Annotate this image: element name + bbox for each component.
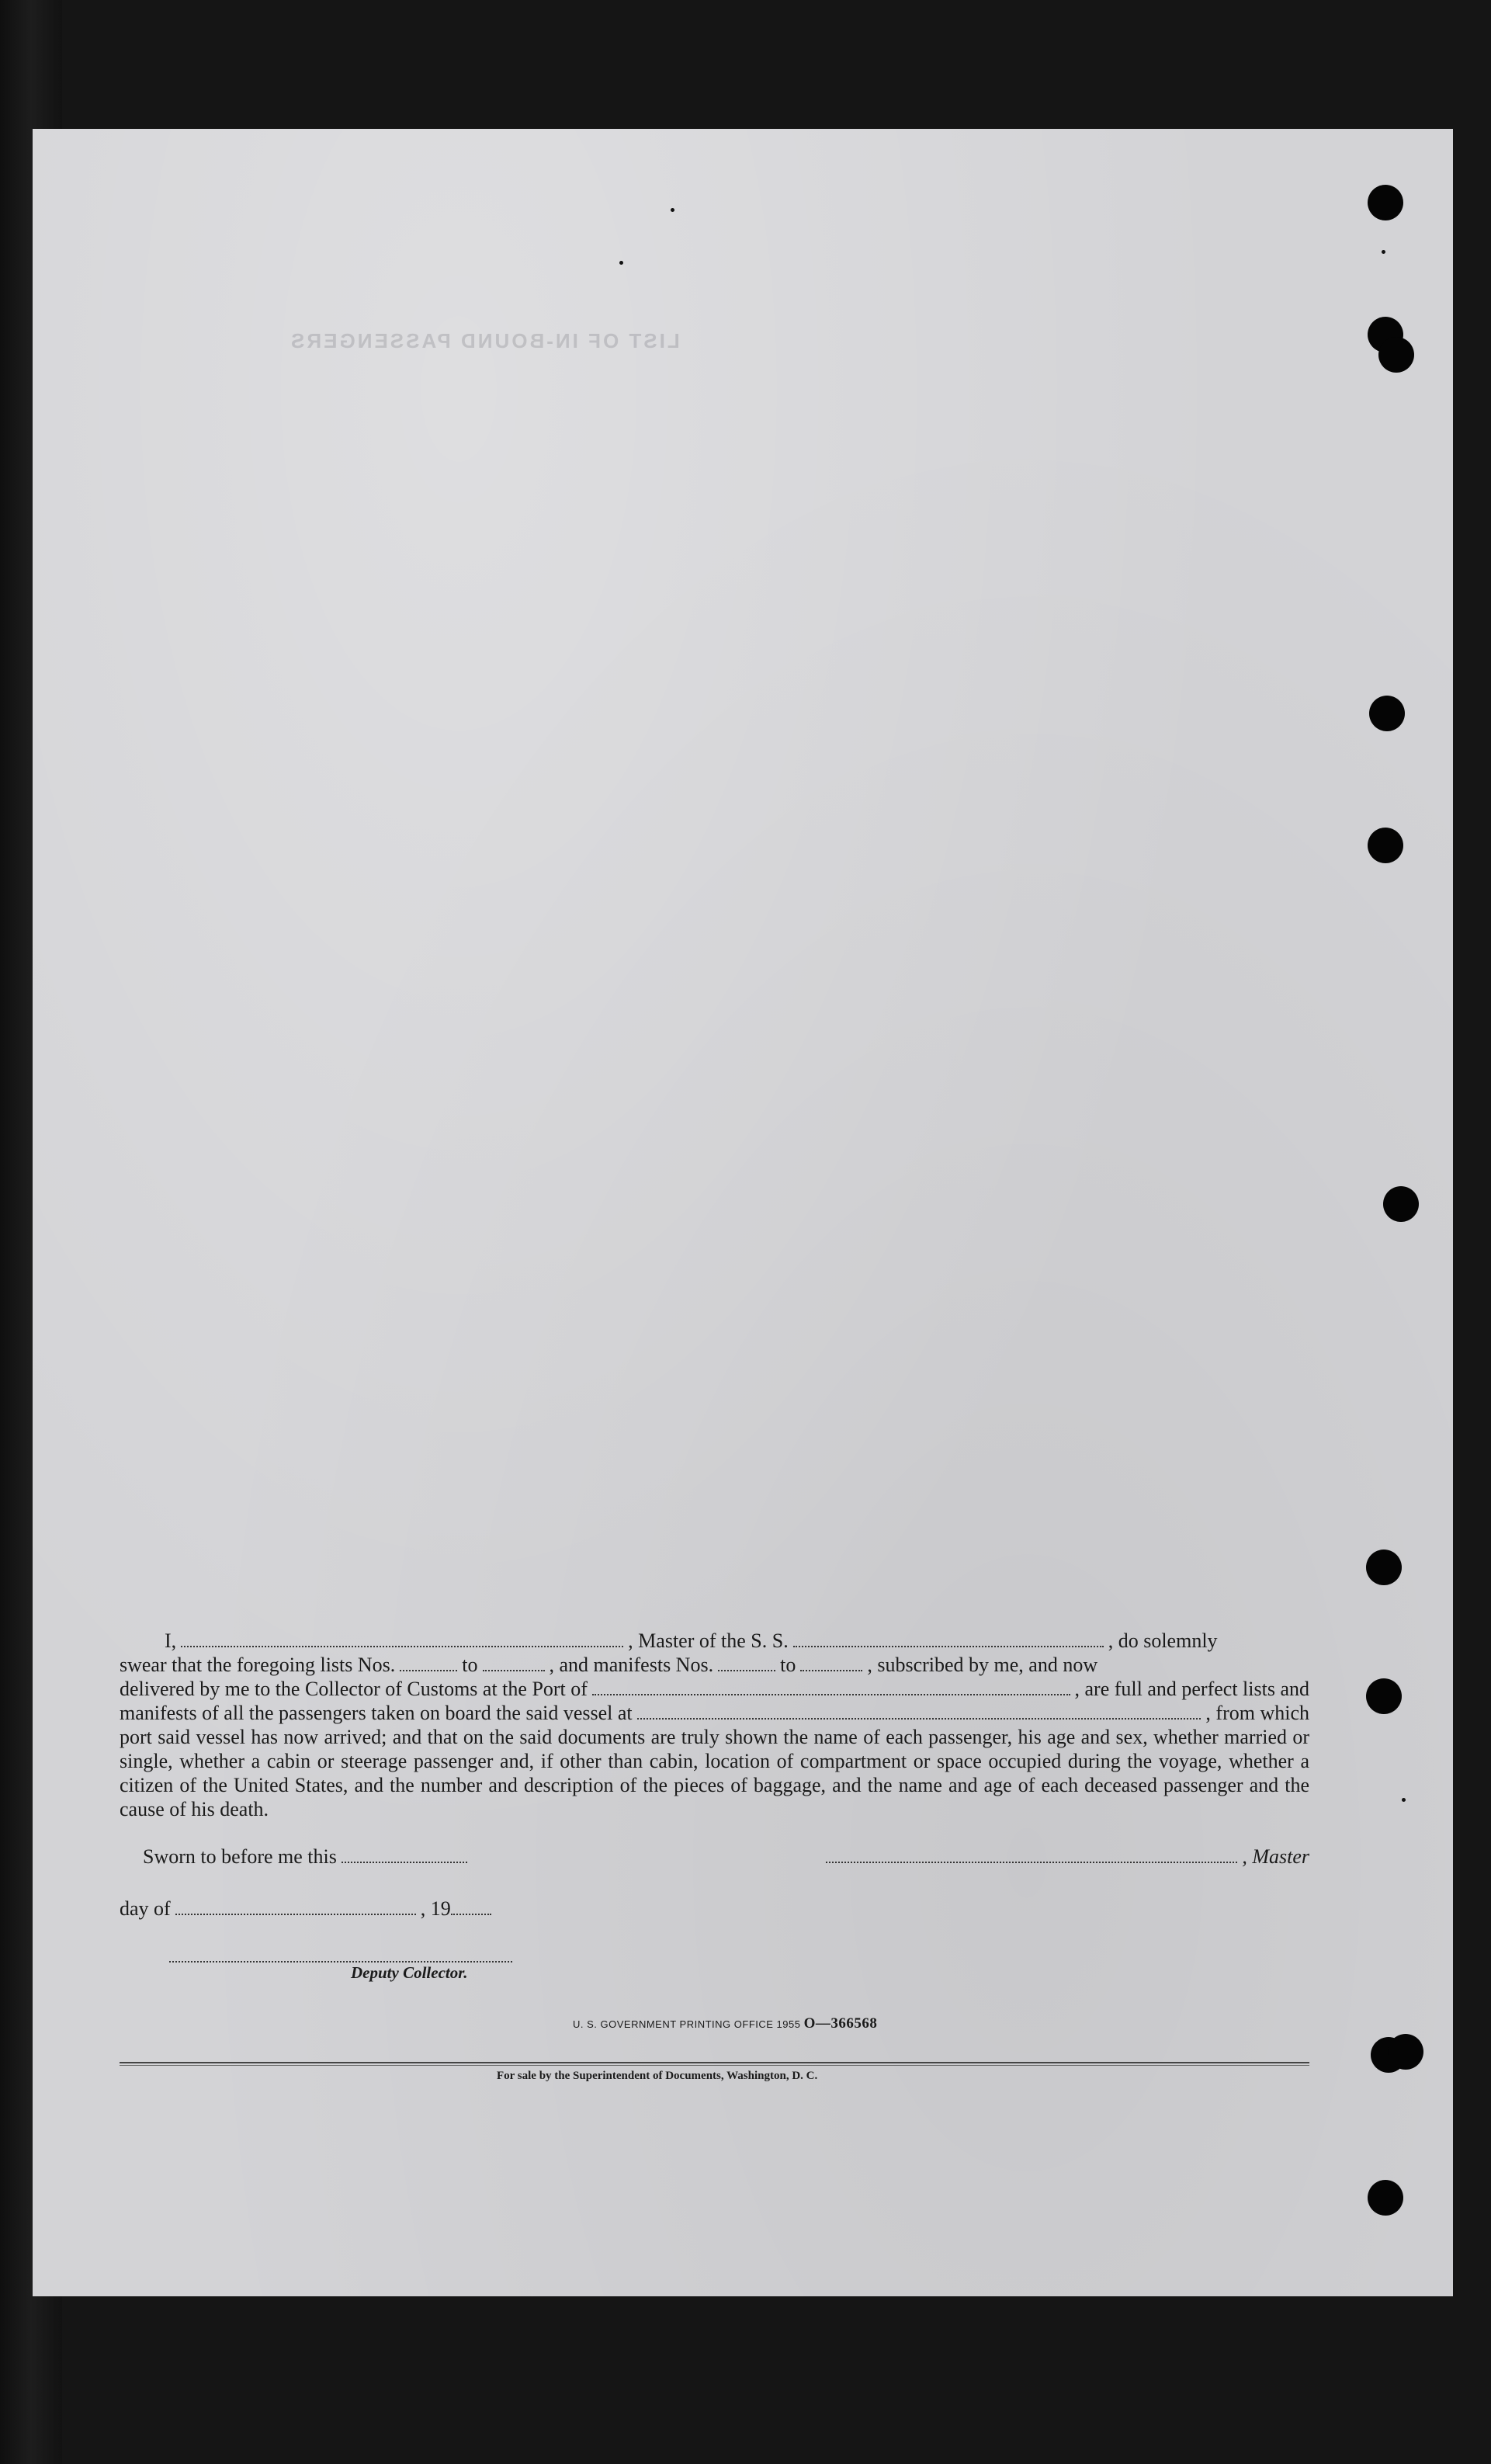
ship-name-field[interactable] [793,1630,1104,1647]
oath-line-4 [120,1701,1309,1725]
list-to-field[interactable] [483,1654,545,1671]
month-field[interactable] [175,1898,416,1915]
punch-hole [1368,2180,1403,2216]
speck [1382,250,1385,254]
oath-body: port said vessel has now arrived; and that on the said documents are truly shown the name of each passenger, his age and sex, whether married or single, whether a cabin or steerage passenger and, if other than cabin, location of compartment or space occupied during the voyage, whether a citizen of the United States, and the number and description of the pieces of baggage, and the name and age of each deceased passenger and the cause of his death. [120,1726,1309,1820]
gpo-text: U. S. GOVERNMENT PRINTING OFFICE 1955 [573,2018,801,2030]
deputy-collector-label: Deputy Collector. [351,1963,468,1982]
punch-hole [1368,185,1403,220]
year-prefix: , 19 [420,1897,451,1920]
punch-hole [1378,337,1414,373]
list-from-field[interactable] [400,1654,457,1671]
punch-hole [1369,696,1405,731]
sworn-label: Sworn to before me this [143,1845,337,1868]
master-oath [120,1629,1309,1821]
punch-hole [1366,1678,1402,1714]
sworn-row [120,1845,1309,1869]
punch-hole [1368,828,1403,863]
oath-line-2 [120,1653,1309,1677]
full-perfect-label: , are full and perfect lists and [1074,1678,1309,1700]
punch-hole [1383,1186,1419,1222]
day-row [120,1897,1309,1921]
oath-i: I, [165,1629,177,1652]
speck [1402,1798,1406,1802]
gpo-imprint [573,2015,877,2032]
manifests-label: , and manifests Nos. [549,1654,714,1676]
punch-hole [1366,1550,1402,1585]
do-solemnly-label: , do solemnly [1108,1629,1218,1652]
manifest-from-field[interactable] [718,1654,775,1671]
swear-lists-label: swear that the foregoing lists Nos. [120,1654,396,1676]
manifest-to-field[interactable] [800,1654,862,1671]
gpo-number: O—366568 [803,2015,878,2032]
master-name-field[interactable] [181,1630,623,1647]
master-of-ss-label: , Master of the S. S. [628,1629,789,1652]
oath-line-1 [120,1629,1309,1653]
speck [619,261,623,265]
sale-notice: For sale by the Superintendent of Documents, Washington, D. C. [497,2070,818,2082]
footer-rule [120,2062,1309,2066]
document-page [33,129,1453,2296]
master-signature-field[interactable] [826,1846,1237,1863]
master-suffix: , Master [1242,1845,1309,1868]
day-of-label: day of [120,1897,171,1920]
manifests-all-label: manifests of all the passengers taken on board the said vessel at [120,1702,633,1724]
oath-line-3 [120,1677,1309,1701]
from-which-label: , from which [1205,1702,1309,1724]
speck [671,208,674,212]
port-field[interactable] [592,1678,1070,1695]
subscribed-label: , subscribed by me, and now [867,1654,1098,1676]
year-field[interactable] [451,1898,491,1915]
delivered-label: delivered by me to the Collector of Customs at the Port of [120,1678,588,1700]
to-label-1: to [462,1654,478,1676]
bleed-through-title: LIST OF IN-BOUND PASSENGERS [289,329,680,352]
deputy-signature-field[interactable] [169,1961,512,1963]
punch-hole [1388,2034,1423,2070]
sworn-date-field[interactable] [342,1846,467,1863]
to-label-2: to [780,1654,796,1676]
embark-port-field[interactable] [637,1702,1201,1720]
